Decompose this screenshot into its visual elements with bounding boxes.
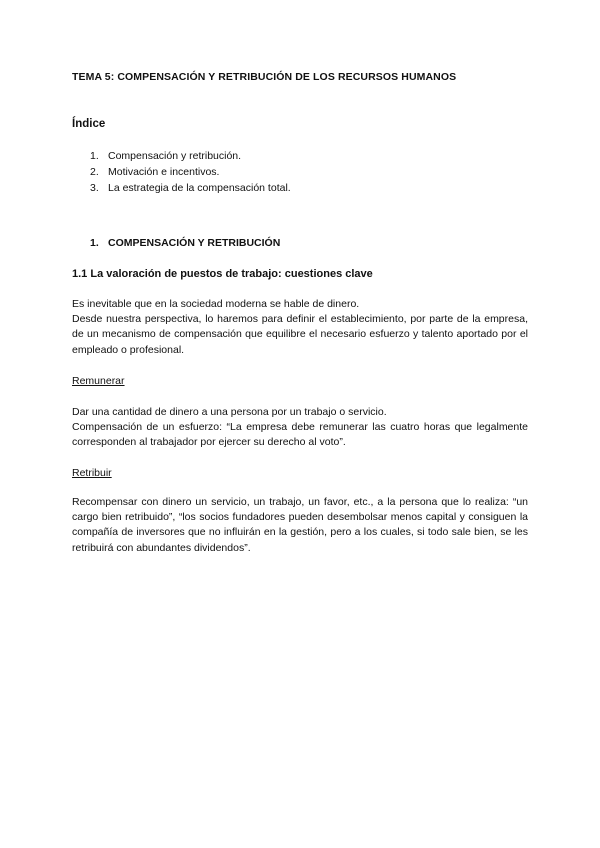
index-item-label: La estrategia de la compensación total. [108, 182, 291, 194]
index-item [90, 180, 291, 196]
definition-line: Compensación de un esfuerzo: “La empresa debe remunerar las cuatro horas que legalmente corresponden al trabajador por ejercer su derecho al voto”. [72, 421, 528, 449]
section-label: COMPENSACIÓN Y RETRIBUCIÓN [108, 237, 281, 249]
term-retribuir: Retribuir [72, 467, 112, 479]
remunerar-definition [72, 405, 528, 451]
index-item-number: 1. [90, 150, 99, 162]
definition-line: Dar una cantidad de dinero a una persona por un trabajo o servicio. [72, 406, 387, 418]
intro-line: Desde nuestra perspectiva, lo haremos para definir el establecimiento, por parte de la empresa, de un mecanismo de compensación que equilibre el necesario esfuerzo y talento aportado por el empleado o profesional. [72, 313, 528, 356]
index-item-label: Compensación y retribución. [108, 150, 242, 162]
index-item [90, 148, 291, 164]
term-remunerar: Remunerar [72, 375, 125, 387]
index-item-label: Motivación e incentivos. [108, 166, 220, 178]
intro-line: Es inevitable que en la sociedad moderna se hable de dinero. [72, 298, 360, 310]
index-item-number: 2. [90, 166, 99, 178]
section-heading [90, 237, 280, 249]
intro-paragraph [72, 297, 528, 358]
index-list [90, 148, 291, 196]
section-number: 1. [90, 237, 99, 249]
index-item [90, 164, 291, 180]
index-heading: Índice [72, 118, 106, 130]
subsection-heading: 1.1 La valoración de puestos de trabajo: cuestiones clave [72, 268, 373, 280]
index-item-number: 3. [90, 182, 99, 194]
document-title: TEMA 5: COMPENSACIÓN Y RETRIBUCIÓN DE LOS RECURSOS HUMANOS [72, 71, 457, 83]
retribuir-definition: Recompensar con dinero un servicio, un trabajo, un favor, etc., a la persona que lo realiza: “un cargo bien retribuido”, “los socios fundadores pueden desembolsar menos capital y consiguen la compañía de inversores que no influirán en la gestión, pero a los cuales, si todo sale bien, se les retribuirá con abundantes dividendos”. [72, 496, 528, 554]
